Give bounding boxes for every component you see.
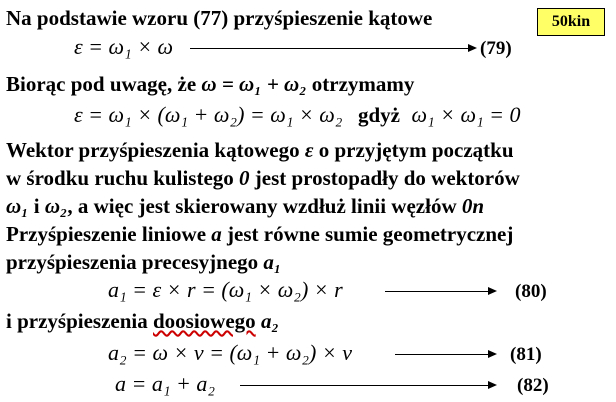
text-line-8-a: Przyśpieszenie liniowe [6, 222, 207, 246]
nodal-line-symbol: 0n [461, 194, 485, 218]
text-line-3-b: otrzymamy [311, 72, 415, 96]
text-line-7 [6, 194, 484, 218]
equation-81: a₂ = ω × v = (ω₁ + ω₂) × v [108, 340, 352, 365]
text-line-6-a: w środku ruchu kulistego [6, 166, 234, 190]
text-line-8-b: jest równe sumie geometrycznej [227, 222, 514, 246]
equation-number-81: (81) [510, 344, 542, 365]
equation-cross-zero: ω₁ × ω₁ = 0 [411, 102, 521, 127]
text-line-7-b: , a więc jest skierowany wzdłuż linii węzłów [67, 194, 457, 218]
equation-82: a = a₁ + a₂ [115, 371, 215, 396]
equation-line-4 [74, 102, 521, 128]
omega2-vector-symbol: ω₂ [44, 194, 68, 218]
epsilon-vector-symbol: ε [304, 138, 314, 162]
equation-number-80: (80) [515, 281, 547, 302]
a2-vector-symbol: a₂ [260, 309, 279, 333]
equation-epsilon-expansion: ε = ω₁ × (ω₁ + ω₂) = ω₁ × ω₂ [74, 102, 343, 127]
text-line-1: Na podstawie wzoru (77) przyśpieszenie kątowe [6, 6, 433, 30]
text-line-8 [6, 222, 513, 246]
arrow-82 [240, 385, 495, 386]
text-line-9-a: przyśpieszenia precesyjnego [6, 250, 259, 274]
text-line-11 [6, 309, 279, 333]
text-line-5-a: Wektor przyśpieszenia kątowego [6, 138, 300, 162]
text-doosiowego: doosiowego [153, 309, 256, 333]
text-line-6-b: jest prostopadły do wektorów [254, 166, 520, 190]
equation-79: ε = ω₁ × ω [74, 34, 174, 59]
center-point-symbol: 0 [239, 166, 250, 190]
a1-vector-symbol: a₁ [263, 250, 282, 274]
text-line-9 [6, 250, 281, 274]
slide-number-badge: 50kin [537, 8, 605, 36]
text-line-5-b: o przyjętym początku [318, 138, 514, 162]
arrow-81 [395, 354, 495, 355]
text-line-6 [6, 166, 520, 190]
text-line-7-a: i [33, 194, 40, 218]
text-line-5 [6, 138, 514, 162]
omega-sum-inline: ω = ω₁ + ω₂ [201, 72, 307, 96]
equation-number-82: (82) [517, 375, 549, 396]
arrow-79 [190, 48, 475, 49]
a-vector-symbol: a [211, 222, 222, 246]
text-gdyz: gdyż [357, 103, 400, 127]
omega1-vector-symbol: ω₁ [6, 194, 29, 218]
text-line-11-a: i przyśpieszenia [6, 309, 148, 333]
equation-number-79: (79) [480, 38, 512, 59]
equation-80: a₁ = ε × r = (ω₁ × ω₂) × r [108, 277, 343, 302]
text-line-3-a: Biorąc pod uwagę, że [6, 72, 197, 96]
arrow-80 [385, 291, 495, 292]
text-line-3 [6, 72, 414, 96]
